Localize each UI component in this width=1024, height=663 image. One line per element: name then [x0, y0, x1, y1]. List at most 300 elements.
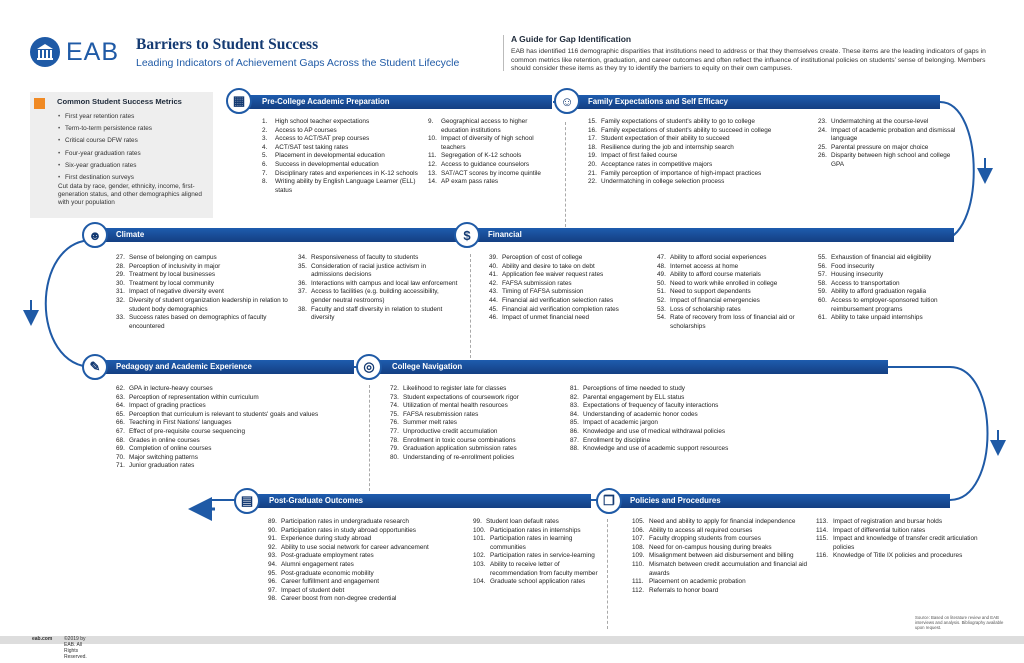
list-climate-1	[116, 254, 291, 331]
item-number: 43.	[489, 288, 498, 296]
item-number: 38.	[298, 305, 307, 313]
item-text: Alumni engagement rates	[281, 560, 354, 568]
list-item	[116, 445, 366, 454]
item-number: 85.	[570, 419, 579, 427]
item-text: Access to employer-sponsored tuition reimbursement programs	[831, 296, 938, 313]
item-number: 112.	[632, 586, 644, 594]
item-text: Exhaustion of financial aid eligibility	[831, 254, 932, 261]
list-item	[116, 437, 366, 446]
item-text: Resilience during the job and internship search	[601, 143, 734, 151]
list-item	[657, 288, 809, 297]
item-number: 37.	[298, 288, 307, 296]
section-title-pedagogy: Pedagogy and Academic Experience	[116, 362, 252, 371]
item-number: 55.	[818, 254, 827, 261]
chart-icon	[34, 98, 45, 109]
list-item	[473, 578, 603, 587]
section-title-policies: Policies and Procedures	[630, 496, 721, 505]
item-text: Parental pressure on major choice	[831, 143, 929, 151]
columns-icon	[30, 37, 60, 67]
item-number: 99.	[473, 518, 482, 525]
item-number: 82.	[570, 393, 579, 401]
item-text: Need to work while enrolled in college	[670, 279, 778, 287]
item-text: Disciplinary rates and experiences in K-12 schools	[275, 169, 418, 177]
item-text: Participation rates in internships	[490, 526, 581, 534]
list-item	[588, 144, 813, 153]
list-item	[298, 263, 458, 280]
copyright-text: ©2019 by EAB. All Rights Reserved.	[64, 636, 87, 660]
list-item	[489, 271, 651, 280]
item-number: 19.	[588, 152, 597, 160]
item-text: Impact of grading practices	[129, 402, 206, 410]
item-text: Impact of negative diversity event	[129, 288, 224, 296]
item-number: 27.	[116, 254, 125, 261]
list-item	[428, 161, 556, 170]
item-number: 74.	[390, 402, 399, 410]
item-text: Impact of student debt	[281, 586, 345, 594]
list-item	[262, 118, 422, 127]
list-item	[116, 462, 366, 471]
list-item	[489, 280, 651, 289]
item-text: Undermatching at the course-level	[831, 118, 929, 125]
list-item	[428, 118, 556, 135]
item-text: Major switching patterns	[129, 453, 198, 461]
list-item	[657, 263, 809, 272]
item-text: Impact of academic jargon	[583, 419, 658, 427]
item-text: Faculty dropping students from courses	[649, 535, 761, 543]
list-item	[570, 411, 765, 420]
list-item	[570, 385, 765, 394]
item-number: 116.	[816, 552, 828, 560]
item-number: 52.	[657, 296, 666, 304]
item-text: Completion of online courses	[129, 445, 212, 453]
list-item	[262, 127, 422, 136]
item-text: Impact of registration and bursar holds	[833, 518, 943, 525]
item-number: 34.	[298, 254, 307, 261]
list-item	[632, 544, 810, 553]
item-number: 94.	[268, 560, 277, 568]
list-item	[818, 271, 978, 280]
list-item	[390, 428, 562, 437]
item-text: Access to transportation	[831, 279, 900, 287]
item-number: 79.	[390, 445, 399, 453]
metric-item: • Four-year graduation rates	[58, 148, 152, 160]
metric-item: • First year retention rates	[58, 111, 152, 123]
list-item	[268, 535, 468, 544]
item-text: Need for on-campus housing during breaks	[649, 543, 772, 551]
item-number: 11.	[428, 152, 437, 160]
item-number: 20.	[588, 160, 597, 168]
list-item	[632, 518, 810, 527]
item-text: Mismatch between credit accumulation and financial aid awards	[649, 560, 808, 577]
item-text: Participation rates in service-learning	[490, 552, 595, 560]
list-item	[588, 127, 813, 136]
guide-panel	[511, 34, 991, 74]
item-number: 24.	[818, 126, 827, 134]
item-text: Effect of pre-requisite course sequencing	[129, 427, 246, 435]
item-number: 29.	[116, 271, 125, 279]
item-number: 57.	[818, 271, 827, 279]
list-item	[489, 314, 651, 323]
metric-item: • Six-year graduation rates	[58, 160, 152, 172]
list-navigation-2	[570, 385, 765, 454]
list-financial-1	[489, 254, 651, 323]
dollar-icon: $	[454, 222, 480, 248]
item-number: 89.	[268, 518, 277, 525]
metric-item: • Term-to-term persistence rates	[58, 123, 152, 135]
item-number: 51.	[657, 288, 666, 296]
item-number: 50.	[657, 279, 666, 287]
list-item	[268, 552, 468, 561]
metrics-title: Common Student Success Metrics	[57, 97, 182, 106]
list-item	[268, 544, 468, 553]
item-number: 97.	[268, 586, 277, 594]
brand-wordmark: EAB	[66, 38, 120, 66]
list-item	[818, 263, 978, 272]
item-number: 61.	[818, 314, 827, 322]
compass-icon: ◎	[356, 354, 382, 380]
list-financial-3	[818, 254, 978, 323]
item-text: Geographical access to higher education institutions	[441, 118, 528, 134]
item-text: Graduation application submission rates	[403, 445, 517, 453]
item-text: Graduate school application rates	[490, 578, 586, 586]
list-pedagogy	[116, 385, 366, 471]
item-text: Misalignment between aid disbursement and billing	[649, 552, 794, 560]
list-item	[268, 578, 468, 587]
item-text: Understanding of re-enrollment policies	[403, 453, 515, 461]
list-item	[489, 254, 651, 263]
list-item	[268, 587, 468, 596]
item-text: Consideration of racial justice activism in admissions decisions	[311, 262, 427, 279]
list-item	[116, 271, 291, 280]
item-number: 105.	[632, 518, 645, 525]
item-number: 12.	[428, 160, 437, 168]
header-divider	[503, 35, 504, 71]
item-number: 71.	[116, 462, 125, 470]
list-item	[268, 595, 468, 604]
item-text: Impact and knowledge of transfer credit articulation policies	[833, 535, 978, 551]
item-text: Participation rates in study abroad opportunities	[281, 526, 416, 534]
list-item	[268, 518, 468, 527]
list-item	[116, 394, 366, 403]
list-item	[268, 561, 468, 570]
list-postgrad-2	[473, 518, 603, 587]
list-item	[390, 445, 562, 454]
list-item	[116, 454, 366, 463]
item-text: Perception that curriculum is relevant to students' goals and values	[129, 410, 319, 418]
item-text: Impact of differential tuition rates	[833, 526, 926, 534]
list-item	[632, 587, 810, 596]
item-number: 67.	[116, 427, 125, 435]
item-number: 44.	[489, 296, 498, 304]
divider-dashed	[470, 254, 471, 358]
item-number: 35.	[298, 262, 307, 270]
list-climate-2	[298, 254, 458, 323]
list-item	[473, 527, 603, 536]
item-text: Ability to access all required courses	[649, 526, 753, 534]
item-number: 66.	[116, 419, 125, 427]
list-item	[116, 402, 366, 411]
list-item	[588, 178, 813, 187]
list-item	[116, 314, 291, 331]
list-item	[818, 127, 958, 144]
item-number: 81.	[570, 385, 579, 392]
item-text: Student loan default rates	[486, 518, 559, 525]
list-item	[489, 306, 651, 315]
item-number: 59.	[818, 288, 827, 296]
item-number: 49.	[657, 271, 666, 279]
item-text: FAFSA submission rates	[502, 279, 572, 287]
item-text: Need to support dependents	[670, 288, 751, 296]
item-text: Ability and desire to take on debt	[502, 262, 595, 270]
list-item	[262, 170, 422, 179]
item-number: 42.	[489, 279, 498, 287]
item-number: 16.	[588, 126, 597, 134]
item-text: Impact of first failed course	[601, 152, 678, 160]
item-number: 62.	[116, 385, 125, 392]
item-text: Ability to afford course materials	[670, 271, 761, 279]
item-text: Interactions with campus and local law enforcement	[311, 279, 458, 287]
list-item	[816, 535, 981, 552]
list-item	[570, 419, 765, 428]
list-item	[489, 288, 651, 297]
item-text: Family expectations of student's ability to succeed in college	[601, 126, 772, 134]
item-text: Perceptions of time needed to study	[583, 385, 685, 392]
item-number: 73.	[390, 393, 399, 401]
item-text: Ability to take unpaid internships	[831, 314, 923, 322]
list-item	[570, 437, 765, 446]
list-item	[262, 135, 422, 144]
item-number: 109.	[632, 552, 645, 560]
list-policies-2	[816, 518, 981, 561]
list-item	[390, 437, 562, 446]
item-text: Access to facilities (e.g. building accessibility, gender neutral restrooms)	[311, 288, 439, 304]
list-item	[657, 297, 809, 306]
item-text: Ability to receive letter of recommendation from faculty member	[490, 560, 598, 577]
item-text: Student expectation of their ability to succeed	[601, 135, 730, 143]
item-number: 54.	[657, 314, 666, 322]
item-text: Unproductive credit accumulation	[403, 427, 498, 435]
metric-item: • Critical course DFW rates	[58, 135, 152, 147]
list-item	[116, 297, 291, 314]
item-number: 22.	[588, 178, 597, 186]
item-text: Career boost from non-degree credential	[281, 595, 397, 603]
item-number: 92.	[268, 543, 277, 551]
item-number: 45.	[489, 305, 498, 313]
list-postgrad-1	[268, 518, 468, 604]
metrics-cut-note: Cut data by race, gender, ethnicity, income, first-generation status, and other demographics aligned with your population	[58, 183, 202, 206]
divider-dashed	[565, 122, 566, 227]
item-text: AP exam pass rates	[441, 178, 499, 186]
list-item	[262, 144, 422, 153]
item-number: 106.	[632, 526, 645, 534]
item-text: Treatment by local community	[129, 279, 215, 287]
item-number: 26.	[818, 152, 827, 160]
list-item	[116, 263, 291, 272]
item-text: Impact of diversity of high school teachers	[441, 135, 534, 151]
list-policies-1	[632, 518, 810, 595]
item-number: 113.	[816, 518, 828, 525]
list-item	[570, 428, 765, 437]
list-item	[473, 561, 603, 578]
item-text: Grades in online courses	[129, 436, 200, 444]
item-number: 53.	[657, 305, 666, 313]
section-title-precollege: Pre-College Academic Preparation	[262, 97, 390, 106]
list-item	[657, 306, 809, 315]
item-number: 108.	[632, 543, 645, 551]
item-number: 68.	[116, 436, 125, 444]
section-title-family: Family Expectations and Self Efficacy	[588, 97, 728, 106]
list-item	[489, 263, 651, 272]
item-number: 104.	[473, 578, 486, 586]
bar-pedagogy	[92, 360, 354, 374]
item-number: 77.	[390, 427, 399, 435]
item-number: 47.	[657, 254, 666, 261]
item-text: Acceptance rates in competitive majors	[601, 160, 713, 168]
list-item	[262, 152, 422, 161]
item-text: Disparity between high school and college GPA	[831, 152, 951, 168]
item-text: Access to AP courses	[275, 126, 337, 134]
item-number: 72.	[390, 385, 399, 392]
item-number: 80.	[390, 453, 399, 461]
head-gear-icon: ☺	[554, 88, 580, 114]
list-navigation-1	[390, 385, 562, 462]
item-text: High school teacher expectations	[275, 118, 370, 125]
item-number: 41.	[489, 271, 498, 279]
item-number: 93.	[268, 552, 277, 560]
item-text: Perception of cost of college	[502, 254, 583, 261]
item-number: 107.	[632, 535, 645, 543]
list-item	[588, 170, 813, 179]
item-number: 13.	[428, 169, 437, 177]
list-item	[262, 161, 422, 170]
item-number: 46.	[489, 314, 498, 322]
item-text: Utilization of mental health resources	[403, 402, 508, 410]
item-number: 17.	[588, 135, 597, 143]
item-text: Summer melt rates	[403, 419, 457, 427]
list-item	[390, 419, 562, 428]
documents-icon: ❐	[596, 488, 622, 514]
item-number: 36.	[298, 279, 307, 287]
item-number: 4.	[262, 143, 268, 151]
list-item	[818, 152, 958, 169]
section-title-navigation: College Navigation	[392, 362, 463, 371]
item-number: 8.	[262, 178, 268, 186]
bar-policies	[606, 494, 950, 508]
list-item	[262, 178, 422, 195]
item-number: 115.	[816, 535, 828, 543]
item-number: 87.	[570, 436, 579, 444]
item-number: 5.	[262, 152, 268, 160]
item-number: 58.	[818, 279, 827, 287]
list-item	[632, 561, 810, 578]
list-item	[588, 152, 813, 161]
item-text: Knowledge of Title IX policies and procedures	[833, 552, 963, 560]
item-text: Parental engagement by ELL status	[583, 393, 685, 401]
item-number: 33.	[116, 314, 125, 322]
footer-site-link[interactable]: eab.com	[32, 636, 53, 642]
list-precollege-2	[428, 118, 556, 187]
item-number: 39.	[489, 254, 498, 261]
list-item	[588, 161, 813, 170]
item-text: Referrals to honor board	[649, 586, 719, 594]
footer	[0, 636, 1024, 660]
item-number: 15.	[588, 118, 597, 125]
list-item	[818, 288, 978, 297]
section-title-financial: Financial	[488, 230, 522, 239]
item-text: Timing of FAFSA submission	[502, 288, 584, 296]
item-number: 103.	[473, 560, 486, 568]
item-text: Responsiveness of faculty to students	[311, 254, 419, 261]
item-text: Ability to afford graduation regalia	[831, 288, 927, 296]
page-title: Barriers to Student Success	[136, 36, 319, 53]
item-text: Participation rates in undergraduate research	[281, 518, 409, 525]
map-icon: ▤	[234, 488, 260, 514]
item-text: Writing ability by English Language Learner (ELL) status	[275, 178, 416, 194]
bar-postgrad	[245, 494, 591, 508]
list-family-1	[588, 118, 813, 187]
bar-navigation	[366, 360, 888, 374]
metrics-list	[58, 111, 152, 184]
item-text: Success in developmental education	[275, 160, 379, 168]
list-item	[818, 144, 958, 153]
item-text: Likelihood to register late for classes	[403, 385, 507, 392]
item-text: GPA in lecture-heavy courses	[129, 385, 213, 392]
list-item	[116, 280, 291, 289]
list-item	[588, 118, 813, 127]
item-text: Impact of unmet financial need	[502, 314, 590, 322]
item-text: Knowledge and use of academic support resources	[583, 445, 729, 453]
item-text: Faculty and staff diversity in relation to student diversity	[311, 305, 443, 322]
item-number: 102.	[473, 552, 486, 560]
item-number: 6.	[262, 160, 268, 168]
list-item	[428, 170, 556, 179]
bar-financial	[466, 228, 954, 242]
list-item	[489, 297, 651, 306]
item-number: 1.	[262, 118, 268, 125]
list-item	[390, 385, 562, 394]
item-text: Need and ability to apply for financial independence	[649, 518, 796, 525]
item-text: FAFSA resubmission rates	[403, 410, 479, 418]
item-text: Ability to afford social experiences	[670, 254, 767, 261]
item-number: 111.	[632, 578, 644, 586]
item-text: Segregation of K-12 schools	[441, 152, 522, 160]
list-item	[657, 280, 809, 289]
list-item	[632, 535, 810, 544]
list-item	[632, 578, 810, 587]
list-item	[818, 118, 958, 127]
list-item	[298, 280, 458, 289]
item-text: Access to ACT/SAT prep courses	[275, 135, 370, 143]
list-family-2	[818, 118, 958, 170]
item-text: Undermatching in college selection process	[601, 178, 725, 186]
list-item	[428, 178, 556, 187]
list-item	[632, 552, 810, 561]
list-item	[268, 570, 468, 579]
item-text: Expectations of frequency of faculty interactions	[583, 402, 719, 410]
item-number: 2.	[262, 126, 268, 134]
item-number: 40.	[489, 262, 498, 270]
item-number: 70.	[116, 453, 125, 461]
list-item	[632, 527, 810, 536]
item-text: Rate of recovery from loss of financial aid or scholarships	[670, 314, 795, 330]
item-number: 75.	[390, 410, 399, 418]
item-text: Ability to use social network for career advancement	[281, 543, 429, 551]
item-number: 98.	[268, 595, 277, 603]
item-text: Family expectations of student's ability to go to college	[601, 118, 755, 125]
item-number: 32.	[116, 296, 125, 304]
item-number: 60.	[818, 296, 827, 304]
item-number: 10.	[428, 135, 437, 143]
